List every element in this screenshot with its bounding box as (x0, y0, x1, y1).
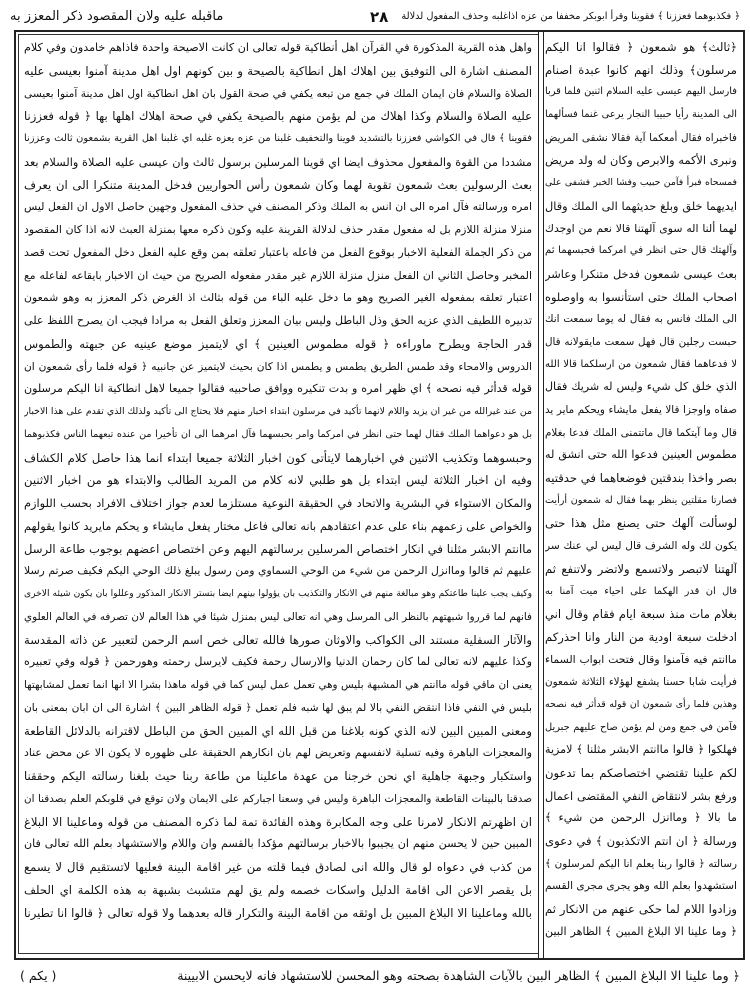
main-text-line: صدقنا بالبينات القاطعة والمعجزات الباهرة وليس في وسعنا اجباركم على الايمان ولان توقع في قلوبكم العلم بصدقنا ان (24, 792, 532, 805)
margin-text-line: فمسحاه فبرأ فآمن حبيب وفشا الخبر فشفى على (545, 177, 737, 189)
main-text-line: مشددا من القوة والمفعول محذوف ايضا اي قوينا المرسلين برسول ثالث وان عيسى عليه الصلاة والسلام بعد (24, 154, 532, 169)
main-text-line: والمكان الاستواء في البشرية والاتحاد في الحقيقة النوعية مستلزما لعدم جواز اختلاف الافراد بحسب اللوازم (24, 496, 532, 510)
main-text-line: والآثار السفلية مستند الى الكواكب والاوثان صورها فالله تعالى خص اسم الرحمن لتعبير عن ذاته المقدسة (24, 632, 532, 647)
margin-text-line: اصحاب الملك حتى استأنسوا به واوصلوه (545, 289, 737, 304)
signature-mark: ( يكم ) (20, 968, 57, 983)
main-text-line: المخبر وحاصل الثاني ان الفعل منزل منزلة اللازم غير مقدر مفعوله الصريح من حيث ان الاخبار بايقاعه لفاعله مع (24, 268, 532, 282)
main-text-line: المبين حين لا يحسن منهم ان يجيبوا بالاخبار برسالتهم مؤكدا بالقسم وان واللام والاستشهاد بعلم الله تعالى فان (24, 837, 532, 851)
main-text-line: وحبسوهما وتكذيب الاثنين في اخبارهما لايتأتى كون اخبار الثلاثة جميعا ابتداء انما هذا حاصل كلام الكشاف (24, 450, 532, 465)
margin-text-line: ما بالا ﴿ وماانزل الرحمن من شيء ﴾ (545, 811, 737, 825)
main-text-line: بالله وماعلينا الا البلاغ المبين بل اوثقه من اقامة البينة والتكرار قاله بعدهما ولا قوله تعالى ﴿ قالوا انا تطيرنا (24, 905, 532, 920)
main-text-line: بعث الرسولين بعث شمعون تقوية لهما وكان شمعون رأس الحواريين فدخل المدينة متنكرا الى ان يعرف (24, 177, 532, 192)
margin-text-line: لوسألت آلهك حتى يصنع مثل هذا حتى (545, 516, 737, 531)
main-text-line: اعتبار تعلقه بمفعوله الغير الصريح وهو ما دخل عليه الباء من قوله بثالث اذ الغرض ذكر المعزز به وهو شمعون (24, 291, 532, 305)
main-text-line: وكيف يجب علينا طاعتكم وهو مبالغة منهم في الانكار والتكذيب بان يؤولوا بينهم ايضا بتستر الانكار المذكور وعللوا بان يكون شيئه الاخرى (24, 589, 532, 599)
page-header (10, 6, 740, 28)
margin-text-line: رسالته ﴿ قالوا ربنا يعلم انا اليكم لمرسلون ﴾ (545, 857, 737, 870)
main-text-line: ان اظهرتم الانكار لامرنا على وجه المكابرة وهذه الفائدة تمة لما ذكره المصنف من قوله وماعلينا الا البلاغ (24, 814, 532, 829)
page-footer (14, 963, 740, 989)
main-text-line: وكذا عليهم لانه تعالى لما كان رحمان الدنيا والارسال رحمة فكيف لايرسل رحمته وهورحمن ﴿ قوله وفي تعبيره (24, 655, 532, 669)
margin-text-line: صفاه واوجزا قالا يفعل مايشاء ويحكم ماير يد (545, 404, 737, 416)
footer-text: ﴿ وما علينا الا البلاغ المبين ﴾ الظاهر البين بالآيات الشاهدة بصحته وهو المحسن للاستشهاد فانه لايحسن الابيينة (177, 968, 740, 983)
margin-text-line: مطموس العينين فدعوا الله حتى انشق له (545, 448, 737, 462)
column-divider (538, 30, 544, 960)
margin-text-line: ورسالة ﴿ ان انتم الاتكذبون ﴾ في دعوى (545, 834, 737, 849)
margin-text-line: لا فدعاهما فقال شمعون من ارسلكما قالا الله (545, 358, 737, 370)
margin-text-line: قال ان قدر الهكما على احياء ميت آمنا به (545, 585, 737, 597)
main-text-line: بليس في النفي فاذا انتقض النفي بالا لم يبق لها شبه فلم تعمل ﴿ قوله الظاهر البين ﴾ اشارة الى ان ابان بمعنى بان (24, 701, 532, 714)
margin-text-line: لكم علينا تقتضي اختصاصكم بما تدعون (545, 766, 737, 780)
main-text-line: امره ورسالته فآل امره الى ان انس به الملك وذكر المصنف في حذف المفعول وجهين حاصل الاول ان الفعل ليس (24, 200, 532, 214)
main-text-line: من ذكر الجملة الفعلية الاخبار بوقوع الفعل من فاعله باعتبار تعلقه بمن وقع عليه الفعل دخل المفعول تحت قصد (24, 245, 532, 259)
margin-text-line: استشهدوا بعلم الله وهو يجرى مجرى القسم (545, 880, 737, 893)
main-text-line: يعنى ان ماقي قوله ماانتم هي المشبهة بليس وهي تعمل عمل ليس كما في قوله ماهذا بشرا الا انها انما تعمل لمشابهتها (24, 679, 532, 691)
margin-column (545, 36, 737, 954)
margin-text-line: ورفع بشر لانتقاض النفي المقتضى اعمال (545, 788, 737, 803)
margin-text-line: فهلكوا ﴿ قالوا ماانتم الابشر مثلنا ﴾ لامزية (545, 743, 737, 757)
main-text-line: وفيه ان اخبار الثلاثة ليس ابتداء بل هو طلبي لانه كلام من المريد الطالب والابتداء هو من اخبار الاثنين (24, 473, 532, 488)
margin-text-line: وهذين فلما رأى شمعون ان قوله قدأثر فيه نصحه (545, 698, 737, 710)
main-text-line: عليه الصلاة والسلام وكذا اهلاك من لم يؤمن منهم بالصيحة يكفي في صحة اهلاك اهلها بها ﴿ قوله فعززنا (24, 109, 532, 124)
main-text-line: واستكبار وجبهة جاهلية اي نحن خرجنا من عهدة ماعلينا من طاعة ربنا حيث بلغنا رسالته اليكم وحققنا (24, 769, 532, 783)
main-text-line: والمعجزات الباهرة وفيه تسلية لانفسهم وتعريض لهم بان انكارهم الحقيقة على ظهوره لا يكون الا عن محض عناد (24, 746, 532, 760)
margin-text-line: ايديهما خلق وبلغ حديثهما الى الملك وقال (545, 198, 737, 213)
margin-text-line: ﴿ثالث﴾ هو شمعون ﴿ فقالوا انا اليكم (545, 40, 737, 54)
margin-text-line: مرسلون﴾ وذلك انهم كانوا عبدة اصنام (545, 62, 737, 77)
main-text-line: ماانتم الابشر مثلنا في انكار اختصاص المرسلين برسالتهم اليهم وعن اختصاص اعضهم بوجوب طاعة الرسل (24, 541, 532, 556)
margin-text-line: فارسل اليهم عيسى عليه السلام اثنين فلما قربا (545, 86, 737, 98)
main-text-line: ومعنى المبين البين لانه الذي كونه بلاغنا من قبل الله اي المبين الحق من الباطل لاقترانه بالدلائل القاطعة (24, 723, 532, 738)
margin-text-line: بغلام مات منذ سبعة ايام فقام وقال اني (545, 607, 737, 622)
margin-text-line: وآلهتك قال حتى انظر في امركما فحبسهما ثم (545, 245, 737, 257)
margin-text-line: قال وما آيتكما قال ماتتمنى الملك فدعا بغلام (545, 426, 737, 439)
main-text-line: فانهم لما قرروا شبهتهم بالنظر الى المرسل وهي انه تعالى ليس بمنزل شيئا في هذا العالم لان تصرفه في العالم العلوي (24, 610, 532, 623)
main-text-line: الصلاة والسلام فان ايمان الملك في جمع من تبعه يكفي في صحة القول بان اهل انطاكية اول اهل مدينة آمنوا بعيسى (24, 87, 532, 100)
main-text-line: منزلا منزلة اللازم بل له مفعول مقدر حذف لدلالة القرينة عليه وكون ذكره معها بمنزلة العبث لانه اذا كان المقصود (24, 223, 532, 236)
margin-text-line: ونبرى الأكمه والابرص وكان له ولد مريض (545, 153, 737, 168)
header-right-text: ﴿ فكذبوهما فعززنا ﴾ فقوينا وقرأ ابوبكر مخففا من عزه اذاغلبه وحذف المفعول لدلالة (401, 11, 740, 22)
main-text-line: الدروس والامحاء وقد طمس الطريق يطمس و يطمس اذا كان بحيث لايتميز عن جانبيه ﴿ قوله فلما رأى شمعون ان (24, 360, 532, 373)
main-text-line: المصنف اشارة الى التوفيق بين اهلاك اهل انطاكية بالصيحة و بين كونهم اول اهل مدينة آمنوا بعيسى عليه (24, 63, 532, 78)
margin-text-line: بعث عيسى شمعون فدخل متنكرا وعاشر (545, 266, 737, 281)
margin-text-line: حبست رجلين قال فهل سمعت مايقولانه قال (545, 335, 737, 348)
main-text-line: فقوينا ﴾ قال في الكواشي فعززنا بالتشديد قوينا والتخفيف غلبنا من عزه يعزه غلبه اي غلبنا اهل القرية بشمعون ثالث وعززنا (24, 133, 532, 144)
margin-text-line: فآمن في جمع ومن لم يؤمن صاح عليهم جبريل (545, 721, 737, 733)
main-text-line: بل هو دعواهما الملك فقال لهما حتى انظر في امركما وامر بحبسهما فآل امرهما الى ان تأخيرا من عنده تبعهما الناس فكذبوهما (24, 428, 532, 440)
main-text-line: واهل هذه القرية المذكورة في القرآن اهل أنطاكية قوله تعالى ان كانت الاصيحة واحدة فاذاهم خامدون وفي كلام (24, 41, 532, 54)
main-text-line: من عند غيرالله من غير ان يزيد واللام لانهما تأكيد في مرسلون ابتداء اخبار منهم فلا يحتاج الى تأكيد ولذلك الذي تقدم على هذا الاخبار (24, 406, 532, 417)
main-text-line: عليهم ثم قالوا وماانزل الرحمن من شيء من الوحي السماوي ومن رسول يبلغ ذلك الوحي اليكم فكيف صرتم رسلا (24, 564, 532, 578)
margin-text-line: بصر واخذا بندقتين فوضعاهما في حدقتيه (545, 471, 737, 486)
main-text-line: قدر الحاجة ويطرح ماوراءه ﴿ قوله مطموس العينين ﴾ اي لايتميز موضع عينيه عن جبهته والطموس (24, 336, 532, 351)
main-text-line: تدبيره اللطيف الذي عزيه الحق وذل الباطل وليس بيان المعزز وتعلق الفعل به مرادا فيجب ان يصرح اللفظ على (24, 314, 532, 327)
margin-text-line: فاخبراه فقال أمعكما آية فقالا نشفى المريض (545, 131, 737, 144)
main-text-line: والخواص على زعمهم بناء على عدم اعتقادهم بانه تعالى فاعل مختار يفعل مايشاء و يحكم مايريد كانوا يقولهم (24, 518, 532, 533)
margin-text-line: ادخلت سبعة اودية من النار وانا احذركم (545, 629, 737, 644)
main-text-line: قوله قدأثر فيه نصحه ﴾ اي ظهر امره و بدت تنكيره ووافق صاحبيه فقالوا جميعا لاهل انطاكية انا اليكم مرسلون (24, 382, 532, 396)
margin-text-line: الذي خلق كل شيء وليس له شريك فقال (545, 380, 737, 394)
margin-text-line: ﴿ وما علينا الا البلاغ المبين ﴾ الظاهر البين (545, 924, 737, 938)
margin-text-line: الى المدينة رأيا حبيبا النجار يرعى غنما فسألهما (545, 109, 737, 121)
margin-text-line: آلهتنا لاتبصر ولاتسمع ولاتضر ولاتنفع ثم (545, 561, 737, 576)
header-left-text: ماقبله عليه ولان المقصود ذكر المعزز به (10, 9, 224, 24)
main-text-line: من كذب في دعواه لو قال والله انى لصادق فيما قلته من غير اقامة البينة فعليها لاتستقيم قال لا يسمع (24, 860, 532, 874)
page-number: ٢٨ (370, 8, 389, 26)
margin-text-line: وزادوا اللام لما حكى عنهم من الانكار ثم (545, 902, 737, 917)
margin-text-line: يكون لك وله الشرف قال ليس لي عنك سر (545, 540, 737, 553)
margin-text-line: فرأيت شابا حسنا يشفع لهؤلاء الثلاثة شمعون (545, 676, 737, 689)
main-column (24, 37, 532, 949)
main-text-line: بل يقصر الاعن الى اقامة الدليل واسكات خصمه ولم يق لهم متشبث بشبهة به هذه الكلمة اي الحلف (24, 882, 532, 897)
margin-text-line: لهما ألنا اله سوى آلهتنا قالا نعم من اوجدك (545, 221, 737, 235)
margin-text-line: الى الملك فانس به فقال له يوما سمعت انك (545, 313, 737, 326)
margin-text-line: فصارتا مقلتين ينظر بهما فقال له شمعون أرأيت (545, 494, 737, 506)
margin-text-line: ماانتم فيه فآمنوا وقال فتحت ابواب السماء (545, 652, 737, 666)
